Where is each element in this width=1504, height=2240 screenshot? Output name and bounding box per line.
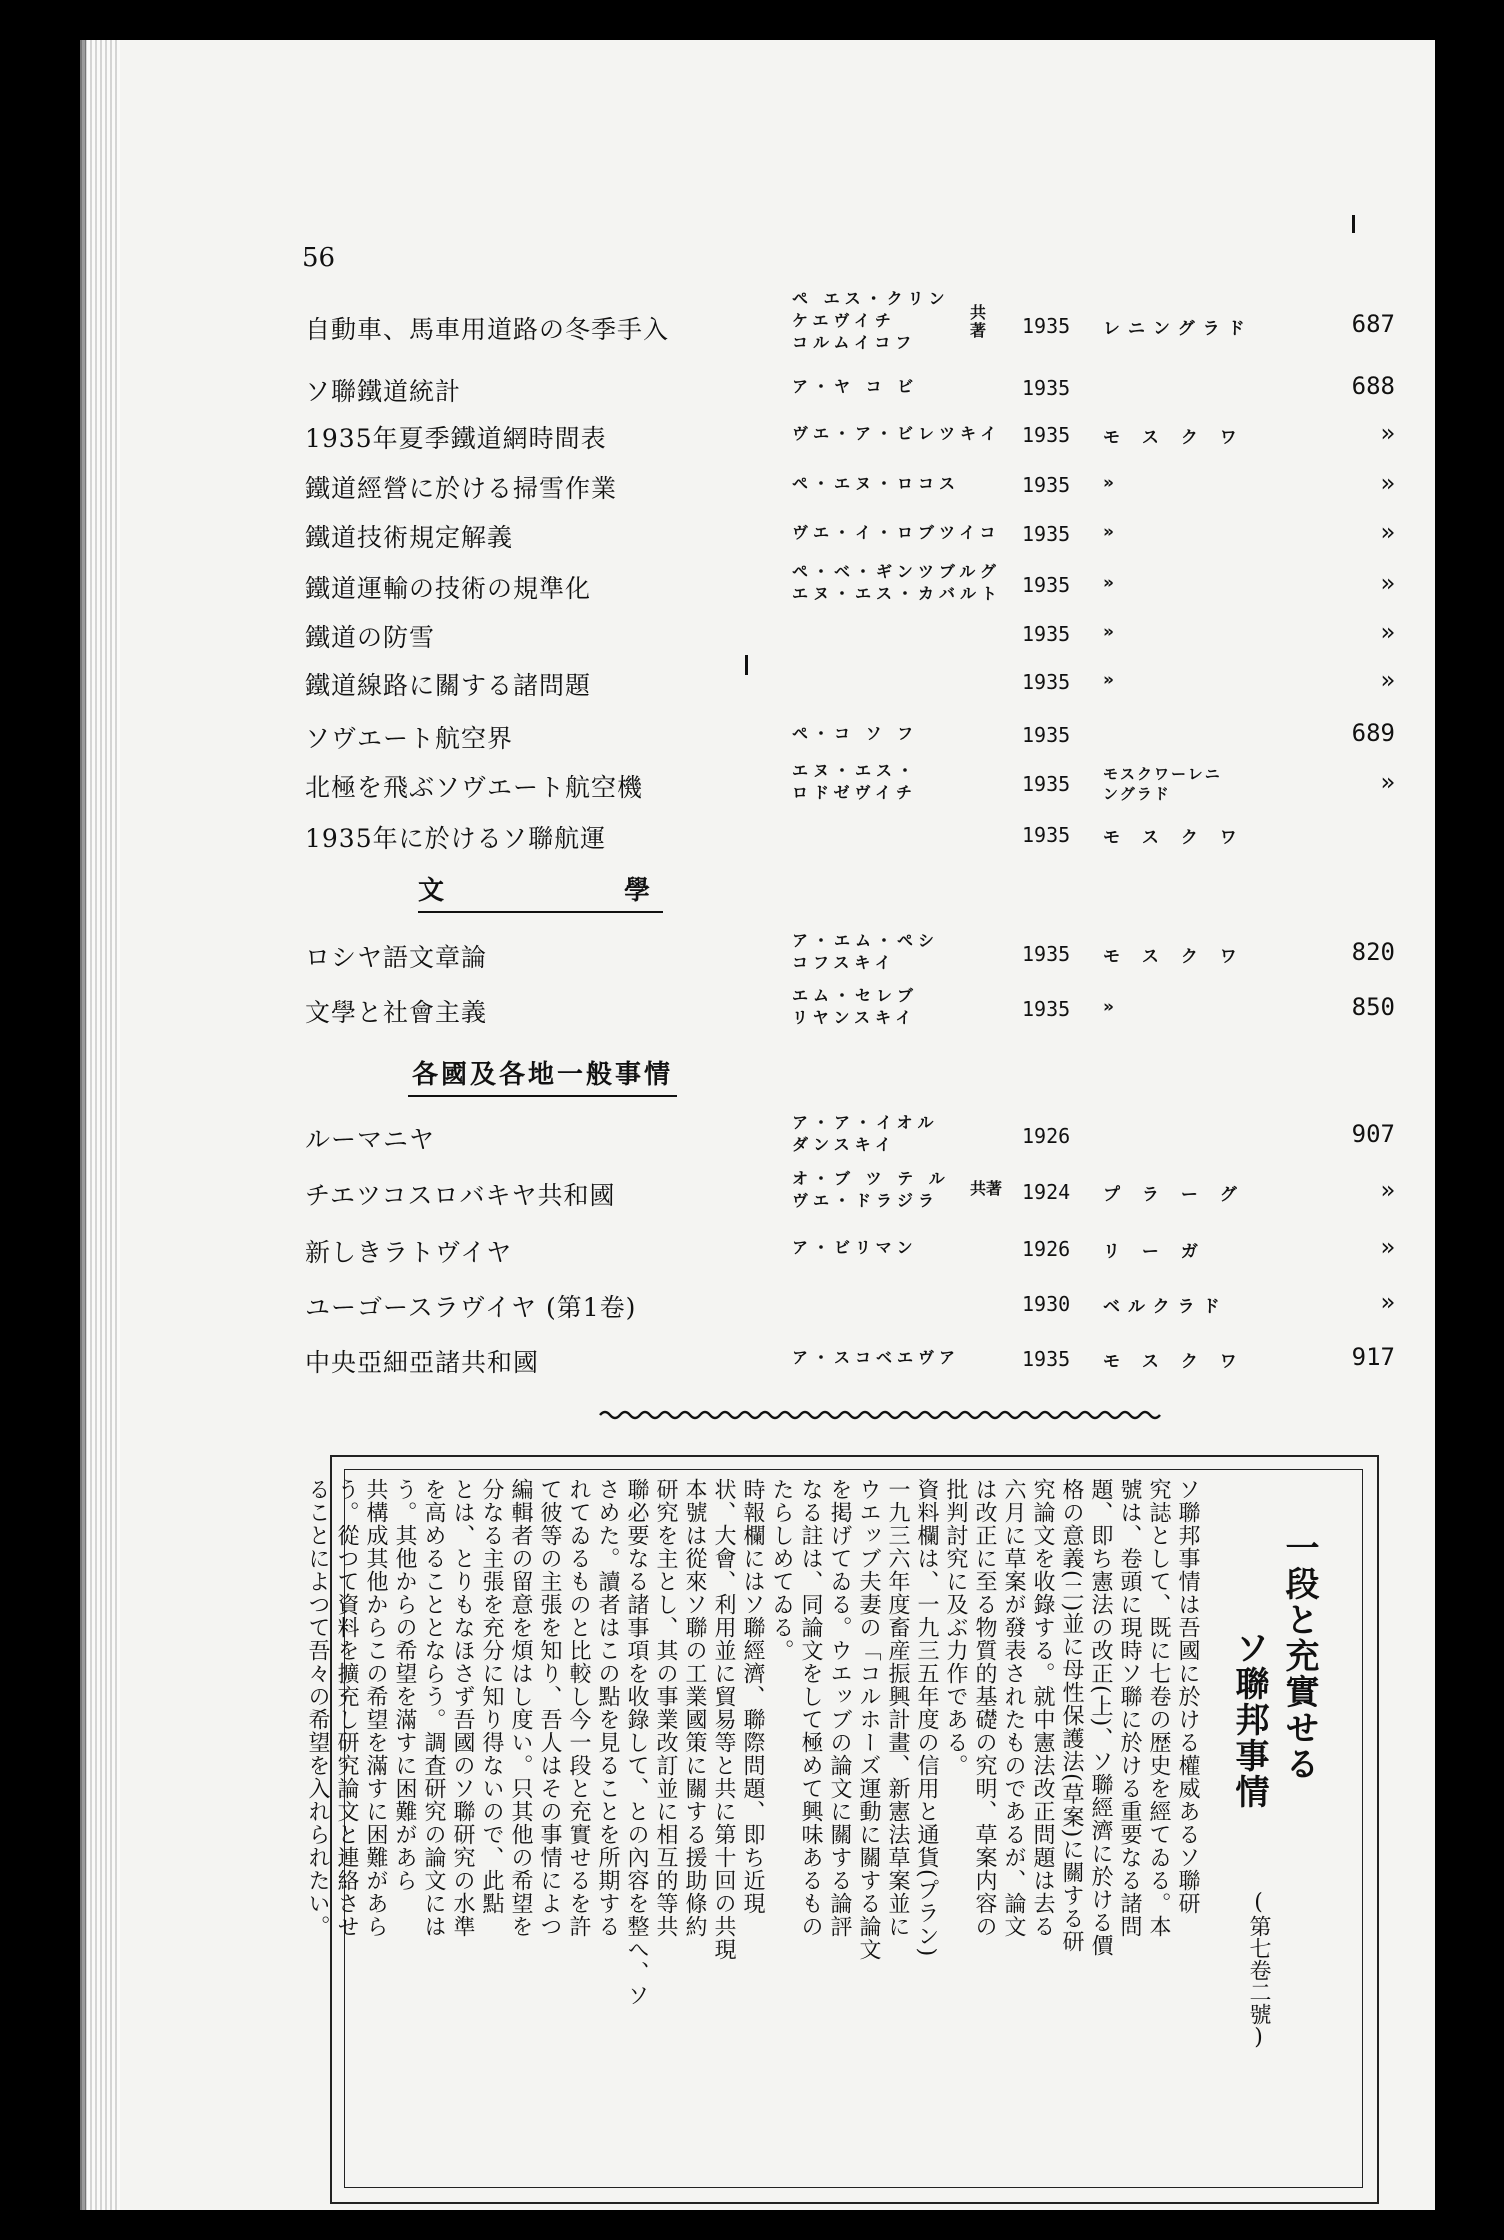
entry-author: ペ・エヌ・ロコス xyxy=(792,474,961,493)
entry-year: 1935 xyxy=(1022,622,1071,646)
entry-page: 688 xyxy=(1351,372,1395,400)
entry-title: 鐵道經營に於ける掃雪作業 xyxy=(305,474,618,503)
entry-place: モ ス ク ワ xyxy=(1103,428,1245,448)
entry-author: ア・スコベエヴア xyxy=(792,1348,961,1367)
entry-title: 新しきラトヴイヤ xyxy=(305,1238,513,1267)
entry-row xyxy=(305,411,1395,459)
entry-joint-label: 共著 xyxy=(970,1179,1003,1198)
entry-title: 中央亞細亞諸共和國 xyxy=(305,1348,540,1377)
advert-body-line: て彼等の主張を知り、吾人はその事情によつ xyxy=(537,1478,562,1938)
entry-place: » xyxy=(1103,522,1122,542)
advert-body-line: を掲げてゐる。ウエッブの論文に關する論評 xyxy=(827,1478,852,1938)
advert-body-line: たらしめてゐる。 xyxy=(769,1478,794,1662)
entry-row xyxy=(305,930,1395,978)
advert-body-line: れてゐるものと比較し今一段と充實せるを許 xyxy=(566,1478,591,1938)
entry-year: 1926 xyxy=(1022,1124,1071,1148)
entry-page: 689 xyxy=(1351,719,1395,747)
entry-author: ヴエ・ア・ビレツキイ xyxy=(792,424,1002,443)
entry-page: » xyxy=(1380,1233,1395,1261)
entry-page: » xyxy=(1380,569,1395,597)
entry-place: » xyxy=(1103,473,1122,493)
advert-body-line: 六月に草案が發表されたものであるが、論文 xyxy=(1001,1478,1026,1938)
entry-title: ルーマニヤ xyxy=(305,1125,436,1154)
entry-year: 1935 xyxy=(1022,473,1071,497)
entry-title: チエツコスロバキヤ共和國 xyxy=(305,1181,616,1210)
entry-title: 鐵道技術規定解義 xyxy=(305,523,514,552)
entry-year: 1935 xyxy=(1022,314,1071,338)
entry-title: 北極を飛ぶソヴエート航空機 xyxy=(305,773,644,802)
entry-year: 1935 xyxy=(1022,997,1071,1021)
entry-year: 1935 xyxy=(1022,670,1071,694)
entry-author: オ・ブ ツ テ ル ヴエ・ドラジラ xyxy=(792,1169,950,1210)
advert-body-line: 状、大會、利用並に貿易等と共に第十回の共現 xyxy=(711,1478,736,1961)
entry-place: プ ラ ー グ xyxy=(1103,1185,1245,1205)
advert-body-line: を高めることとならう。調査研究の論文には xyxy=(421,1478,446,1938)
scan-mark xyxy=(745,655,748,675)
entry-title: 自動車、馬車用道路の冬季手入 xyxy=(305,315,670,344)
entry-page: 820 xyxy=(1351,938,1395,966)
advert-body-line: は改正に至る物質的基礎の究明、草案内容の xyxy=(972,1478,997,1938)
entry-row xyxy=(305,811,1395,859)
entry-author: ペ・ベ・ギンツブルグ エヌ・エス・カバルト xyxy=(792,562,1003,603)
entry-year: 1935 xyxy=(1022,942,1071,966)
entry-place: » xyxy=(1103,997,1122,1017)
advert-body-line: ウエッブ夫妻の「コルホーズ運動に關する論文 xyxy=(856,1478,881,1961)
page-number: 56 xyxy=(302,243,336,273)
advert-body xyxy=(305,1478,1202,2178)
advert-body-line: 本號は從來ソ聯の工業國策に關する援助條約 xyxy=(682,1478,707,1938)
entry-year: 1935 xyxy=(1022,376,1071,400)
entry-page: 917 xyxy=(1351,1343,1395,1371)
entry-page: » xyxy=(1380,666,1395,694)
advert-body-line: とは、とりもなほさず吾國のソ聯研究の水準 xyxy=(450,1478,475,1938)
wavy-divider xyxy=(600,1408,1160,1422)
entry-title: ロシヤ語文章論 xyxy=(305,943,488,972)
entry-place: モ ス ク ワ xyxy=(1103,1352,1245,1372)
advert-body-line: 編輯者の留意を煩はし度い。只其他の希望を xyxy=(508,1478,533,1938)
advert-body-line: 題、即ち憲法の改正(上)、ソ聯經濟に於ける價 xyxy=(1088,1478,1113,1958)
entry-place: モ ス ク ワ xyxy=(1103,828,1245,848)
entry-title: ソヴエート航空界 xyxy=(305,724,514,753)
entry-title: 1935年夏季鐵道網時間表 xyxy=(305,424,607,453)
entry-row xyxy=(305,760,1395,808)
section-heading-literature: 文 學 xyxy=(418,870,663,913)
entry-title: ソ聯鐵道統計 xyxy=(305,377,462,406)
advert-body-line: 批判討究に及ぶ力作である。 xyxy=(943,1478,968,1777)
entry-page: » xyxy=(1380,1288,1395,1316)
entry-row xyxy=(305,1280,1395,1328)
advert-body-line: 格の意義(二)並に母性保護法(草案)に關する研 xyxy=(1059,1478,1084,1954)
entry-row xyxy=(305,658,1395,706)
entry-year: 1935 xyxy=(1022,423,1071,447)
advert-body-line: 究論文を收錄する。就中憲法改正問題は去る xyxy=(1030,1478,1055,1938)
entry-title: 文學と社會主義 xyxy=(305,998,488,1027)
section-heading-countries: 各國及各地一般事情 xyxy=(408,1054,677,1097)
entry-year: 1935 xyxy=(1022,723,1071,747)
advert-body-line: 研究を主とし、其の事業改訂並に相互的等共 xyxy=(653,1478,678,1938)
advert-body-line: なる註は、同論文をして極めて興味あるもの xyxy=(798,1478,823,1938)
entry-page: » xyxy=(1380,1176,1395,1204)
entry-page: 687 xyxy=(1351,310,1395,338)
entry-row xyxy=(305,289,1395,352)
entry-page: 850 xyxy=(1351,993,1395,1021)
entry-row xyxy=(305,1225,1395,1273)
entry-author: ペ エス・クリン ケエヴイチ コルムイコフ xyxy=(792,289,950,352)
entry-place: レニングラド xyxy=(1103,319,1253,339)
advert-body-line: 分なる主張を充分に知り得ないので、此點 xyxy=(479,1478,504,1915)
entry-row xyxy=(305,985,1395,1033)
entry-year: 1935 xyxy=(1022,772,1071,796)
advert-subtitle: (第七卷二號) xyxy=(1246,1890,1271,2050)
advert-inner-frame xyxy=(305,1469,1363,2188)
advert-body-line: さめた。讀者はこの點を見ることを所期する xyxy=(595,1478,620,1938)
entry-year: 1935 xyxy=(1022,573,1071,597)
advert-body-line: 號は、卷頭に現時ソ聯に於ける重要なる諸問 xyxy=(1117,1478,1142,1938)
entry-place: » xyxy=(1103,622,1122,642)
scan-mark xyxy=(1352,215,1355,233)
entry-row xyxy=(305,1112,1395,1160)
advert-body-line: ることによつて吾々の希望を入れられたい。 xyxy=(305,1478,330,1938)
entry-author: エヌ・エス・ ロドゼヴイチ xyxy=(792,761,919,802)
advert-heading-2: ソ聯邦事情 xyxy=(1229,1630,1269,1810)
entry-title: 鐵道運輸の技術の規準化 xyxy=(305,574,592,603)
advert-body-line: 時報欄にはソ聯經濟、聯際問題、即ち近現 xyxy=(740,1478,765,1915)
entry-page: » xyxy=(1380,618,1395,646)
entry-place: » xyxy=(1103,670,1122,690)
entry-title: 1935年に於けるソ聯航運 xyxy=(305,824,607,853)
entry-title: ユーゴースラヴイヤ (第1卷) xyxy=(305,1293,637,1322)
advert-body-line: ソ聯邦事情は吾國に於ける權威あるソ聯研 xyxy=(1175,1478,1200,1915)
entry-year: 1935 xyxy=(1022,522,1071,546)
entry-row xyxy=(305,510,1395,558)
entry-author: エム・セレブ リヤンスキイ xyxy=(792,986,919,1027)
entry-page: » xyxy=(1380,768,1395,796)
entry-page: 907 xyxy=(1351,1120,1395,1148)
entry-joint-label: 共著 xyxy=(970,303,987,340)
entry-row xyxy=(305,711,1395,759)
entry-author: ヴエ・イ・ロブツイコ xyxy=(792,523,1001,542)
entry-page: » xyxy=(1380,518,1395,546)
entry-author: ペ・コ ソ フ xyxy=(792,724,919,743)
entry-page: » xyxy=(1380,419,1395,447)
entry-author: ア・ヤ コ ビ xyxy=(792,377,919,396)
entry-author: ア・ア・イオル ダンスキイ xyxy=(792,1113,939,1154)
advert-heading-1: 一段と充實せる xyxy=(1279,1530,1319,1782)
entry-page: » xyxy=(1380,469,1395,497)
entry-row xyxy=(305,561,1395,609)
entry-year: 1935 xyxy=(1022,1347,1071,1371)
advert-body-line: 究誌として、既に七卷の歴史を經てゐる。本 xyxy=(1146,1478,1171,1938)
entry-title: 鐵道の防雪 xyxy=(305,623,436,652)
entry-title: 鐵道線路に關する諸問題 xyxy=(305,671,592,700)
advert-box xyxy=(305,1455,1379,2204)
advert-body-line: 一九三六年度畜産振興計畫、新憲法草案並に xyxy=(885,1478,910,1938)
entry-row xyxy=(305,461,1395,509)
entry-place: リ ー ガ xyxy=(1103,1242,1206,1262)
entry-year: 1926 xyxy=(1022,1237,1071,1261)
entry-author: ア・ビリマン xyxy=(792,1238,918,1257)
entry-author: ア・エム・ペシ コフスキイ xyxy=(792,931,940,972)
entry-row xyxy=(305,364,1395,412)
entry-row xyxy=(305,1168,1395,1216)
entry-year: 1930 xyxy=(1022,1292,1071,1316)
advert-body-line: 共構成其他からこの希望を滿すに困難があら xyxy=(363,1478,388,1938)
advert-body-line: 聯必要なる諸事項を收錄して、との內容を整へ、ソ xyxy=(624,1478,649,2007)
entry-place: モスクワーレニ ングラド xyxy=(1103,765,1222,803)
entry-place: » xyxy=(1103,573,1122,593)
entry-place: モ ス ク ワ xyxy=(1103,947,1245,967)
entry-row xyxy=(305,1335,1395,1383)
advert-body-line: う。其他からの希望を滿すに困難があら xyxy=(392,1478,417,1892)
entry-place: ベルクラド xyxy=(1103,1297,1228,1317)
entry-year: 1924 xyxy=(1022,1180,1071,1204)
advert-body-line: 資料欄は、一九三五年度の信用と通貨(プラン) xyxy=(914,1478,939,1958)
entry-year: 1935 xyxy=(1022,823,1071,847)
advert-body-line: う。從つて資料を擴充し研究論文と連絡させ xyxy=(334,1478,359,1938)
entry-row xyxy=(305,610,1395,658)
page-edge xyxy=(80,40,120,2210)
